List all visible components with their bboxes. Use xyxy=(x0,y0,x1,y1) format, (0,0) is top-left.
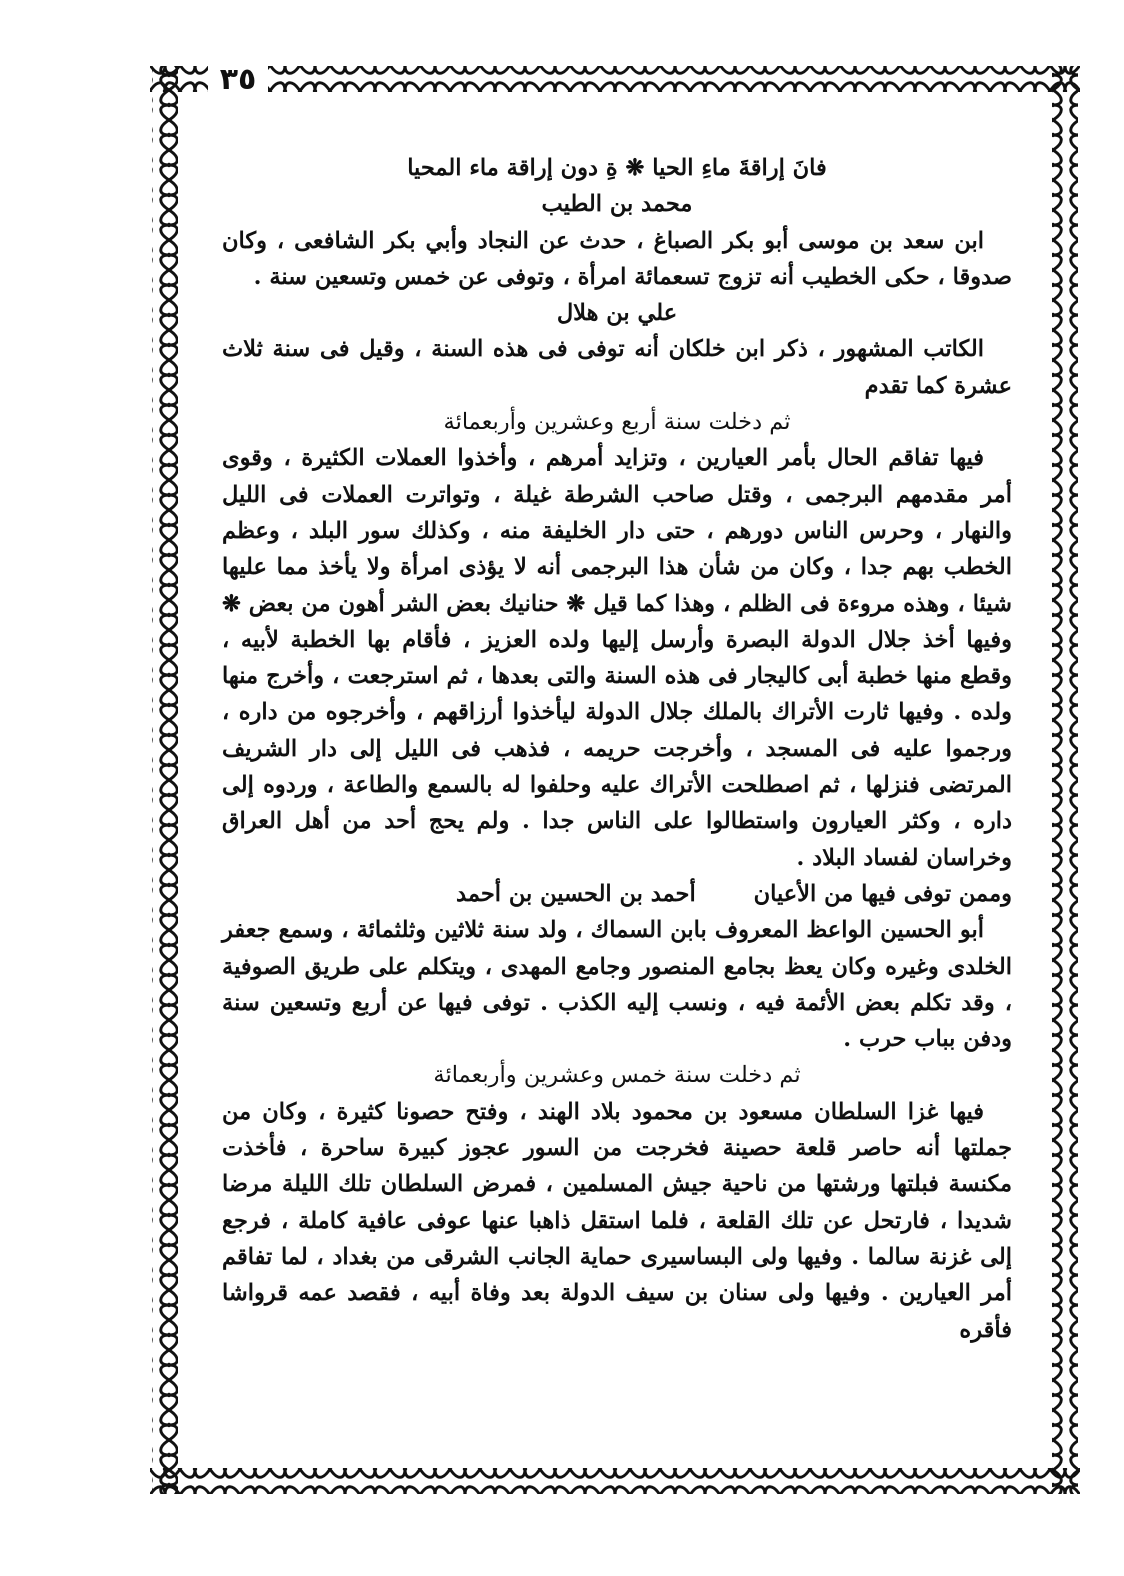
notables-line xyxy=(222,876,1012,912)
page-number: ٣٥ xyxy=(208,60,268,100)
heading-year-425: ثم دخلت سنة خمس وعشرين وأربعمائة xyxy=(433,1062,801,1089)
heading-ahmad-ibn-al-husayn: أحمد بن الحسين بن أحمد xyxy=(456,880,696,907)
paragraph-hilal: الكاتب المشهور ، ذكر ابن خلكان أنه توفى فى هذه السنة ، وقيل فى سنة ثلاث عشرة كما تقدم xyxy=(222,336,1012,399)
paragraph-year-425: فيها غزا السلطان مسعود بن محمود بلاد الهند ، وفتح حصونا كثيرة ، وكان من جملتها أنه حاصر قلعة حصينة فخرجت من السور عجوز كبيرة ساحرة ، فأخذت مكنسة فبلتها ورشتها من ناحية جيش المسلمين ، فمرض السلطان تلك الليلة مرضا شديدا ، فارتحل عن تلك القلعة ، فلما استقل ذاهبا عنها عوفى عافية كاملة ، فرجع إلى غزنة سالما . وفيها ولى البساسيرى حماية الجانب الشرقى من بغداد ، لما تفاقم أمر العيارين . وفيها ولى سنان بن سيف الدولة بعد وفاة أبيه ، فقصد عمه قرواشا فأقره xyxy=(222,1098,1012,1343)
notables-label: وممن توفى فيها من الأعيان xyxy=(753,880,1012,907)
paragraph-year-424: فيها تفاقم الحال بأمر العيارين ، وتزايد أمرهم ، وأخذوا العملات الكثيرة ، وقوى أمر مقدمهم البرجمى ، وقتل صاحب الشرطة غيلة ، وتواترت العملات فى الليل والنهار ، وحرس الناس دورهم ، حتى دار الخليفة منه ، وكذلك سور البلد ، وعظم الخطب بهم جدا ، وكان من شأن هذا البرجمى أنه لا يؤذى امرأة ولا يأخذ مما عليها شيئا ، وهذه مروءة فى الظلم ، وهذا كما قيل ❋ حنانيك بعض الشر أهون من بعض ❋ وفيها أخذ جلال الدولة البصرة وأرسل إليها ولده العزيز ، فأقام بها الخطبة لأبيه ، وقطع منها خطبة أبى كاليجار فى هذه السنة والتى بعدها ، ثم استرجعت ، وأخرج منها ولده . وفيها ثارت الأتراك بالملك جلال الدولة ليأخذوا أرزاقهم ، وأخرجوه من داره ، ورجموا عليه فى المسجد ، وأخرجت حريمه ، فذهب فى الليل إلى دار الشريف المرتضى فنزلها ، ثم اصطلحت الأتراك عليه وحلفوا له بالسمع والطاعة ، وردوه إلى داره ، وكثر العيارون واستطالوا على الناس جدا . ولم يحج أحد من أهل العراق وخراسان لفساد البلاد . xyxy=(222,445,1012,871)
poem-verse: فانَ إراقةَ ماءِ الحيا ❋ ةِ دون إراقة ماء المحيا xyxy=(407,155,827,181)
heading-year-424: ثم دخلت سنة أربع وعشرين وأربعمائة xyxy=(443,409,791,436)
heading-ali-ibn-hilal: علي بن هلال xyxy=(556,300,678,327)
heading-muhammad-ibn-al-tayyib: محمد بن الطيب xyxy=(541,191,693,218)
page-text xyxy=(222,150,1012,1480)
paragraph-ahmad: أبو الحسين الواعظ المعروف بابن السماك ، ولد سنة ثلاثين وثلثمائة ، وسمع جعفر الخلدى وغيره وكان يعظ بجامع المنصور وجامع المهدى ، ويتكلم على طريق الصوفية ، وقد تكلم بعض الأئمة فيه ، ونسب إليه الكذب . توفى فيها عن أربع وتسعين سنة ودفن بباب حرب . xyxy=(222,917,1012,1053)
paragraph-tayyib: ابن سعد بن موسى أبو بكر الصباغ ، حدث عن النجاد وأبي بكر الشافعى ، وكان صدوقا ، حكى الخطيب أنه تزوج تسعمائة امرأة ، وتوفى عن خمس وتسعين سنة . xyxy=(222,227,1012,290)
